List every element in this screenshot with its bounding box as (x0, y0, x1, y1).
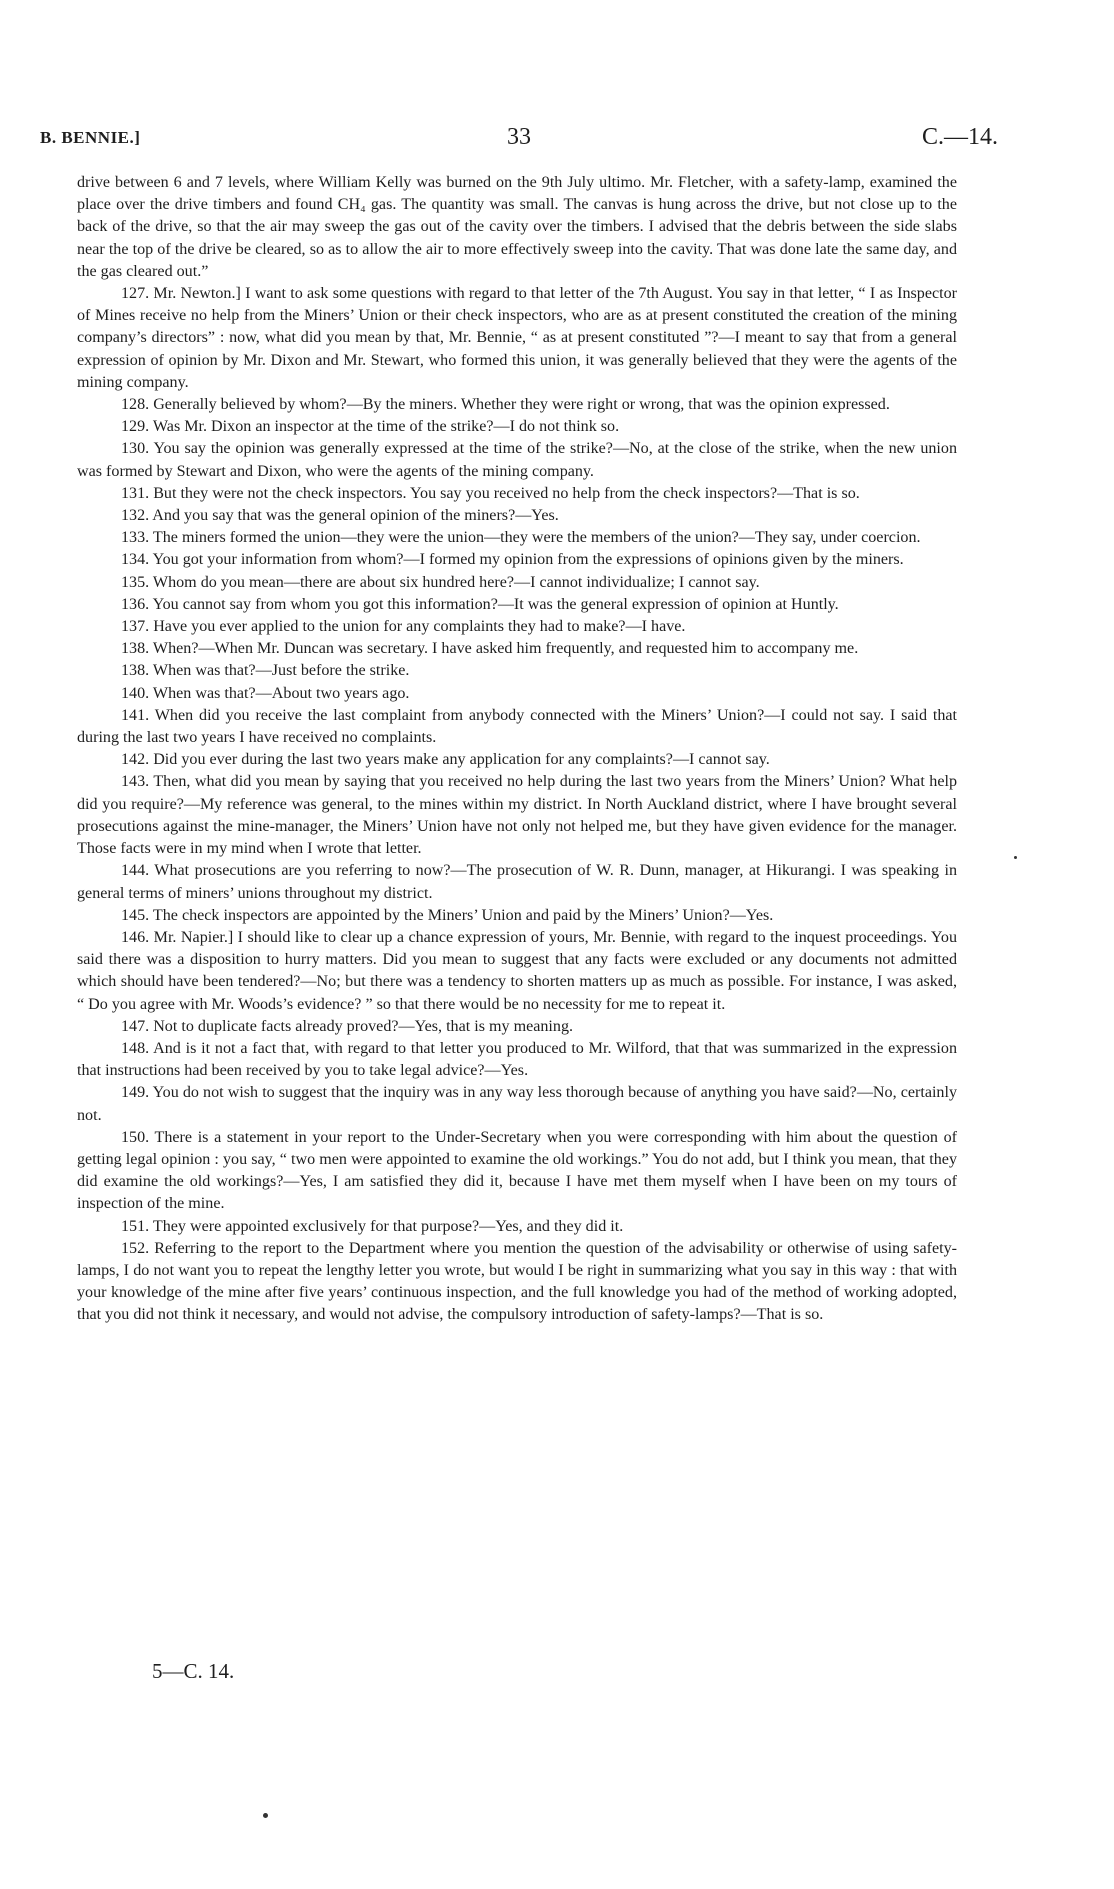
testimony-paragraph: 130. You say the opinion was generally expressed at the time of the strike?—No, at the close of the strike, when the new union was formed by Stewart and Dixon, who were the agents of the mining company. (77, 440, 957, 480)
testimony-paragraph: 133. The miners formed the union—they were the union—they were the members of the union?—They say, under coercion. (121, 529, 921, 547)
testimony-paragraph: 135. Whom do you mean—there are about six hundred here?—I cannot individualize; I cannot say. (121, 573, 760, 591)
testimony-paragraph: 151. They were appointed exclusively for that purpose?—Yes, and they did it. (121, 1217, 624, 1235)
testimony-paragraph: 145. The check inspectors are appointed by the Miners’ Union and paid by the Miners’ Union?—Yes. (121, 906, 774, 924)
testimony-paragraph: 148. And is it not a fact that, with regard to that letter you produced to Mr. Wilford, that that was summarized in the expression that instructions had been received by you to take legal advice?—Yes. (77, 1039, 957, 1080)
testimony-paragraph: 140. When was that?—About two years ago. (121, 684, 410, 702)
header-witness: B. BENNIE.] (40, 128, 141, 147)
testimony-paragraph: 149. You do not wish to suggest that the inquiry was in any way less thorough because of anything you have said?—No, certainly not. (77, 1084, 957, 1124)
testimony-paragraph: 137. Have you ever applied to the union for any complaints they had to make?—I have. (121, 618, 686, 636)
testimony-paragraph: 136. You cannot say from whom you got this information?—It was the general expression of opinion at Huntly. (121, 595, 839, 613)
testimony-paragraph: 138. When?—When Mr. Duncan was secretary. I have asked him frequently, and requested him to accompany me. (121, 640, 859, 658)
testimony-paragraph: 141. When did you receive the last complaint from anybody connected with the Miners’ Union?—I could not say. I said that during the last two years I have received no complaints. (77, 706, 957, 747)
document-reference: C.—14. (921, 124, 998, 150)
testimony-paragraph: 127. Mr. Newton.] I want to ask some questions with regard to that letter of the 7th August. You say in that letter, “ I as Inspector of Mines receive no help from the Miners’ Union or their check inspectors, who are as at present constituted the creation of the mining company’s directors” : now, what did you mean by that, Mr. Bennie, “ as at present constituted ”?—I meant to say that from a general expression of opinion by Mr. Dixon and Mr. Stewart, who formed this union, it was generally believed that they were the agents of the mining company. (77, 285, 957, 391)
testimony-paragraph: 146. Mr. Napier.] I should like to clear up a chance expression of yours, Mr. Bennie, with regard to the inquest proceedings. You said there was a disposition to hurry matters. Did you mean to suggest that any facts were excluded or any documents not admitted which should have been tendered?—No; but there was a tendency to shorten matters up as much as possible. For instance, I was asked, “ Do you agree with Mr. Woods’s evidence? ” so that there would be no necessity for me to repeat it. (77, 928, 957, 1013)
testimony-paragraph: 144. What prosecutions are you referring to now?—The prosecution of W. R. Dunn, manager, at Hikurangi. I was speaking in general terms of miners’ unions throughout my district. (77, 862, 957, 902)
page-number: 33 (507, 124, 531, 150)
testimony-paragraph: 143. Then, what did you mean by saying that you received no help during the last two years from the Miners’ Union? What help did you require?—My reference was general, to the mines within my district. In North Auckland district, where I have brought several prosecutions against the mine-manager, the Miners’ Union have not only not helped me, but they have given evidence for the manager. Those facts were in my mind when I wrote that letter. (77, 773, 957, 858)
transcript-body (77, 172, 957, 1327)
print-speck (1014, 856, 1017, 859)
print-speck (263, 1813, 268, 1818)
testimony-paragraph: 147. Not to duplicate facts already proved?—Yes, that is my meaning. (121, 1017, 574, 1035)
testimony-paragraph: 142. Did you ever during the last two years make any application for any complaints?—I cannot say. (121, 751, 770, 769)
testimony-paragraph: 128. Generally believed by whom?—By the miners. Whether they were right or wrong, that was the opinion expressed. (121, 396, 890, 414)
testimony-paragraph: 134. You got your information from whom?—I formed my opinion from the expressions of opinions given by the miners. (121, 551, 904, 569)
page-header (40, 124, 998, 156)
testimony-paragraph: 132. And you say that was the general opinion of the miners?—Yes. (121, 507, 559, 525)
testimony-paragraph: 150. There is a statement in your report to the Under-Secretary when you were corresponding with him about the question of getting legal opinion : you say, “ two men were appointed to examine the old workings.” You do not add, but I think you mean, that they did examine the old workings?—Yes, I am satisfied they did it, because I have met them myself when I have been on my tours of inspection of the mine. (77, 1128, 957, 1213)
testimony-paragraph: 138. When was that?—Just before the strike. (121, 662, 410, 680)
testimony-paragraph: 131. But they were not the check inspectors. You say you received no help from the check inspectors?—That is so. (121, 484, 860, 502)
signature-mark: 5—C. 14. (152, 1659, 235, 1683)
testimony-paragraph: 129. Was Mr. Dixon an inspector at the time of the strike?—I do not think so. (121, 418, 620, 436)
testimony-paragraph: drive between 6 and 7 levels, where William Kelly was burned on the 9th July ultimo. Mr. Fletcher, with a safety-lamp, examined the place over the drive timbers and found CH₄ gas. The quantity was small. The canvas is hung across the drive, but not close up to the back of the drive, so that the air may sweep the gas out of the cavity over the timbers. I advised that the debris between the side slabs near the top of the drive be cleared, so as to allow the air to more effectively sweep into the cavity. That was done late the same day, and the gas cleared out.” (77, 174, 957, 280)
testimony-paragraph: 152. Referring to the report to the Department where you mention the question of the advisability or otherwise of using safety-lamps, I do not want you to repeat the lengthy letter you wrote, but would I be right in summarizing what you say in this way : that with your knowledge of the mine after five years’ continuous inspection, and the full knowledge you had of the method of working adopted, that you did not think it necessary, and would not advise, the compulsory introduction of safety-lamps?—That is so. (77, 1239, 957, 1324)
